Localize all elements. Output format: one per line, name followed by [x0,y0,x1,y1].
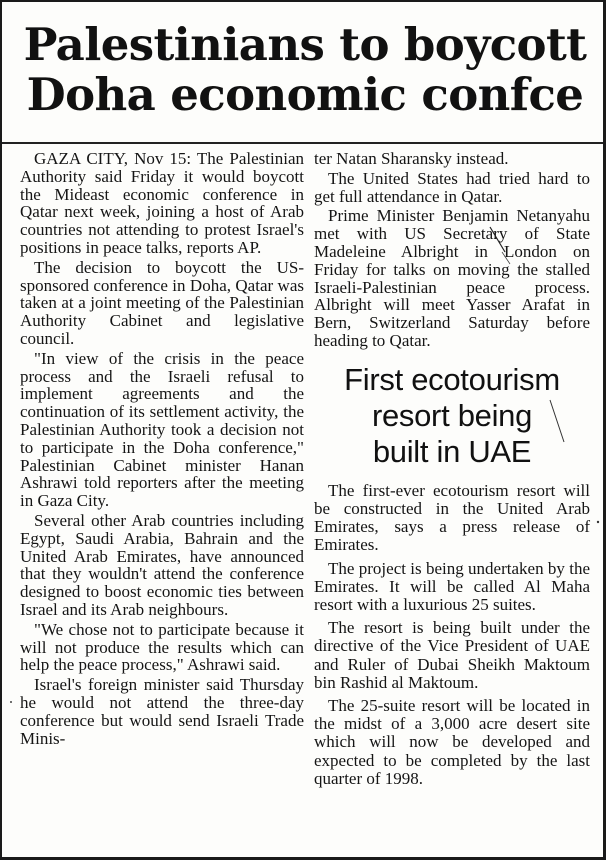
story-paragraph: The resort is being built under the directive of the Vice President of UAE and Ruler of Dubai Sheikh Maktoum bin Rashid al Maktoum. [314,618,590,692]
story-paragraph-continued: The United States had tried hard to get full attendance in Qatar. [314,168,590,206]
dateline: GAZA CITY, Nov 15: [34,149,192,168]
story-paragraph: Several other Arab countries including Egypt, Saudi Arabia, Bahrain and the United Arab Emirates, have announced that they wouldn't attend the conference designed to boost economic ties between Israel and its Arab neighbours. [20,510,304,619]
story-paragraph: The decision to boycott the US-sponsored conference in Doha, Qatar was taken at a joint meeting of the Palestinian Authority Cabinet and legislative council. [20,257,304,348]
story-paragraph: GAZA CITY, Nov 15: The Palestinian Authority said Friday it would boycott the Mideast economic conference in Qatar next week, joining a host of Arab countries not attending to protest Israel's positions in peace talks, reports AP. [20,149,304,257]
story-paragraph: Israel's foreign minister said Thursday he would not attend the three-day conference but would send Israeli Trade Minis- [20,675,304,748]
headline-line-1: Palestinians to boycott [23,18,587,71]
headline-rule [2,142,606,144]
story-paragraph: "In view of the crisis in the peace process and the Israeli refusal to implement agreements and the continuation of its settlement activity, the Palestinian Authority took a decision not to participate in the Doha conference," Palestinian Cabinet minister Hanan Ashrawi told reporters after the meeting in Gaza City. [20,348,304,511]
story-paragraph: The project is being undertaken by the Emirates. It will be called Al Maha resort with a luxurious 25 suites. [314,558,590,614]
story-paragraph-continued: Prime Minister Benjamin Netanyahu met with US Secretary of State Madeleine Albright in London on Friday for talks on moving the stalled Israeli-Palestinian peace process. Albright will meet Yasser Arafat in Bern, Switzerland Saturday before heading to Qatar. [314,206,590,350]
main-headline [2,20,606,120]
second-story-body [314,482,590,788]
left-column [20,150,304,747]
story-paragraph-continued: ter Natan Sharansky instead. [314,149,509,168]
second-story-headline: First ecotourism resort being built in UAE [344,361,560,469]
right-column [314,150,590,788]
headline-line-2: Doha economic confce [26,68,584,121]
story-paragraph: The first-ever ecotourism resort will be constructed in the United Arab Emirates, says a press release of Emirates. [314,480,590,555]
story-paragraph: "We chose not to participate because it will not produce the results which can help the peace process," Ashrawi said. [20,619,304,675]
story-paragraph: The 25-suite resort will be located in the midst of a 3,000 acre desert site which will now be developed and expected to be completed by the last quarter of 1998. [314,696,590,788]
